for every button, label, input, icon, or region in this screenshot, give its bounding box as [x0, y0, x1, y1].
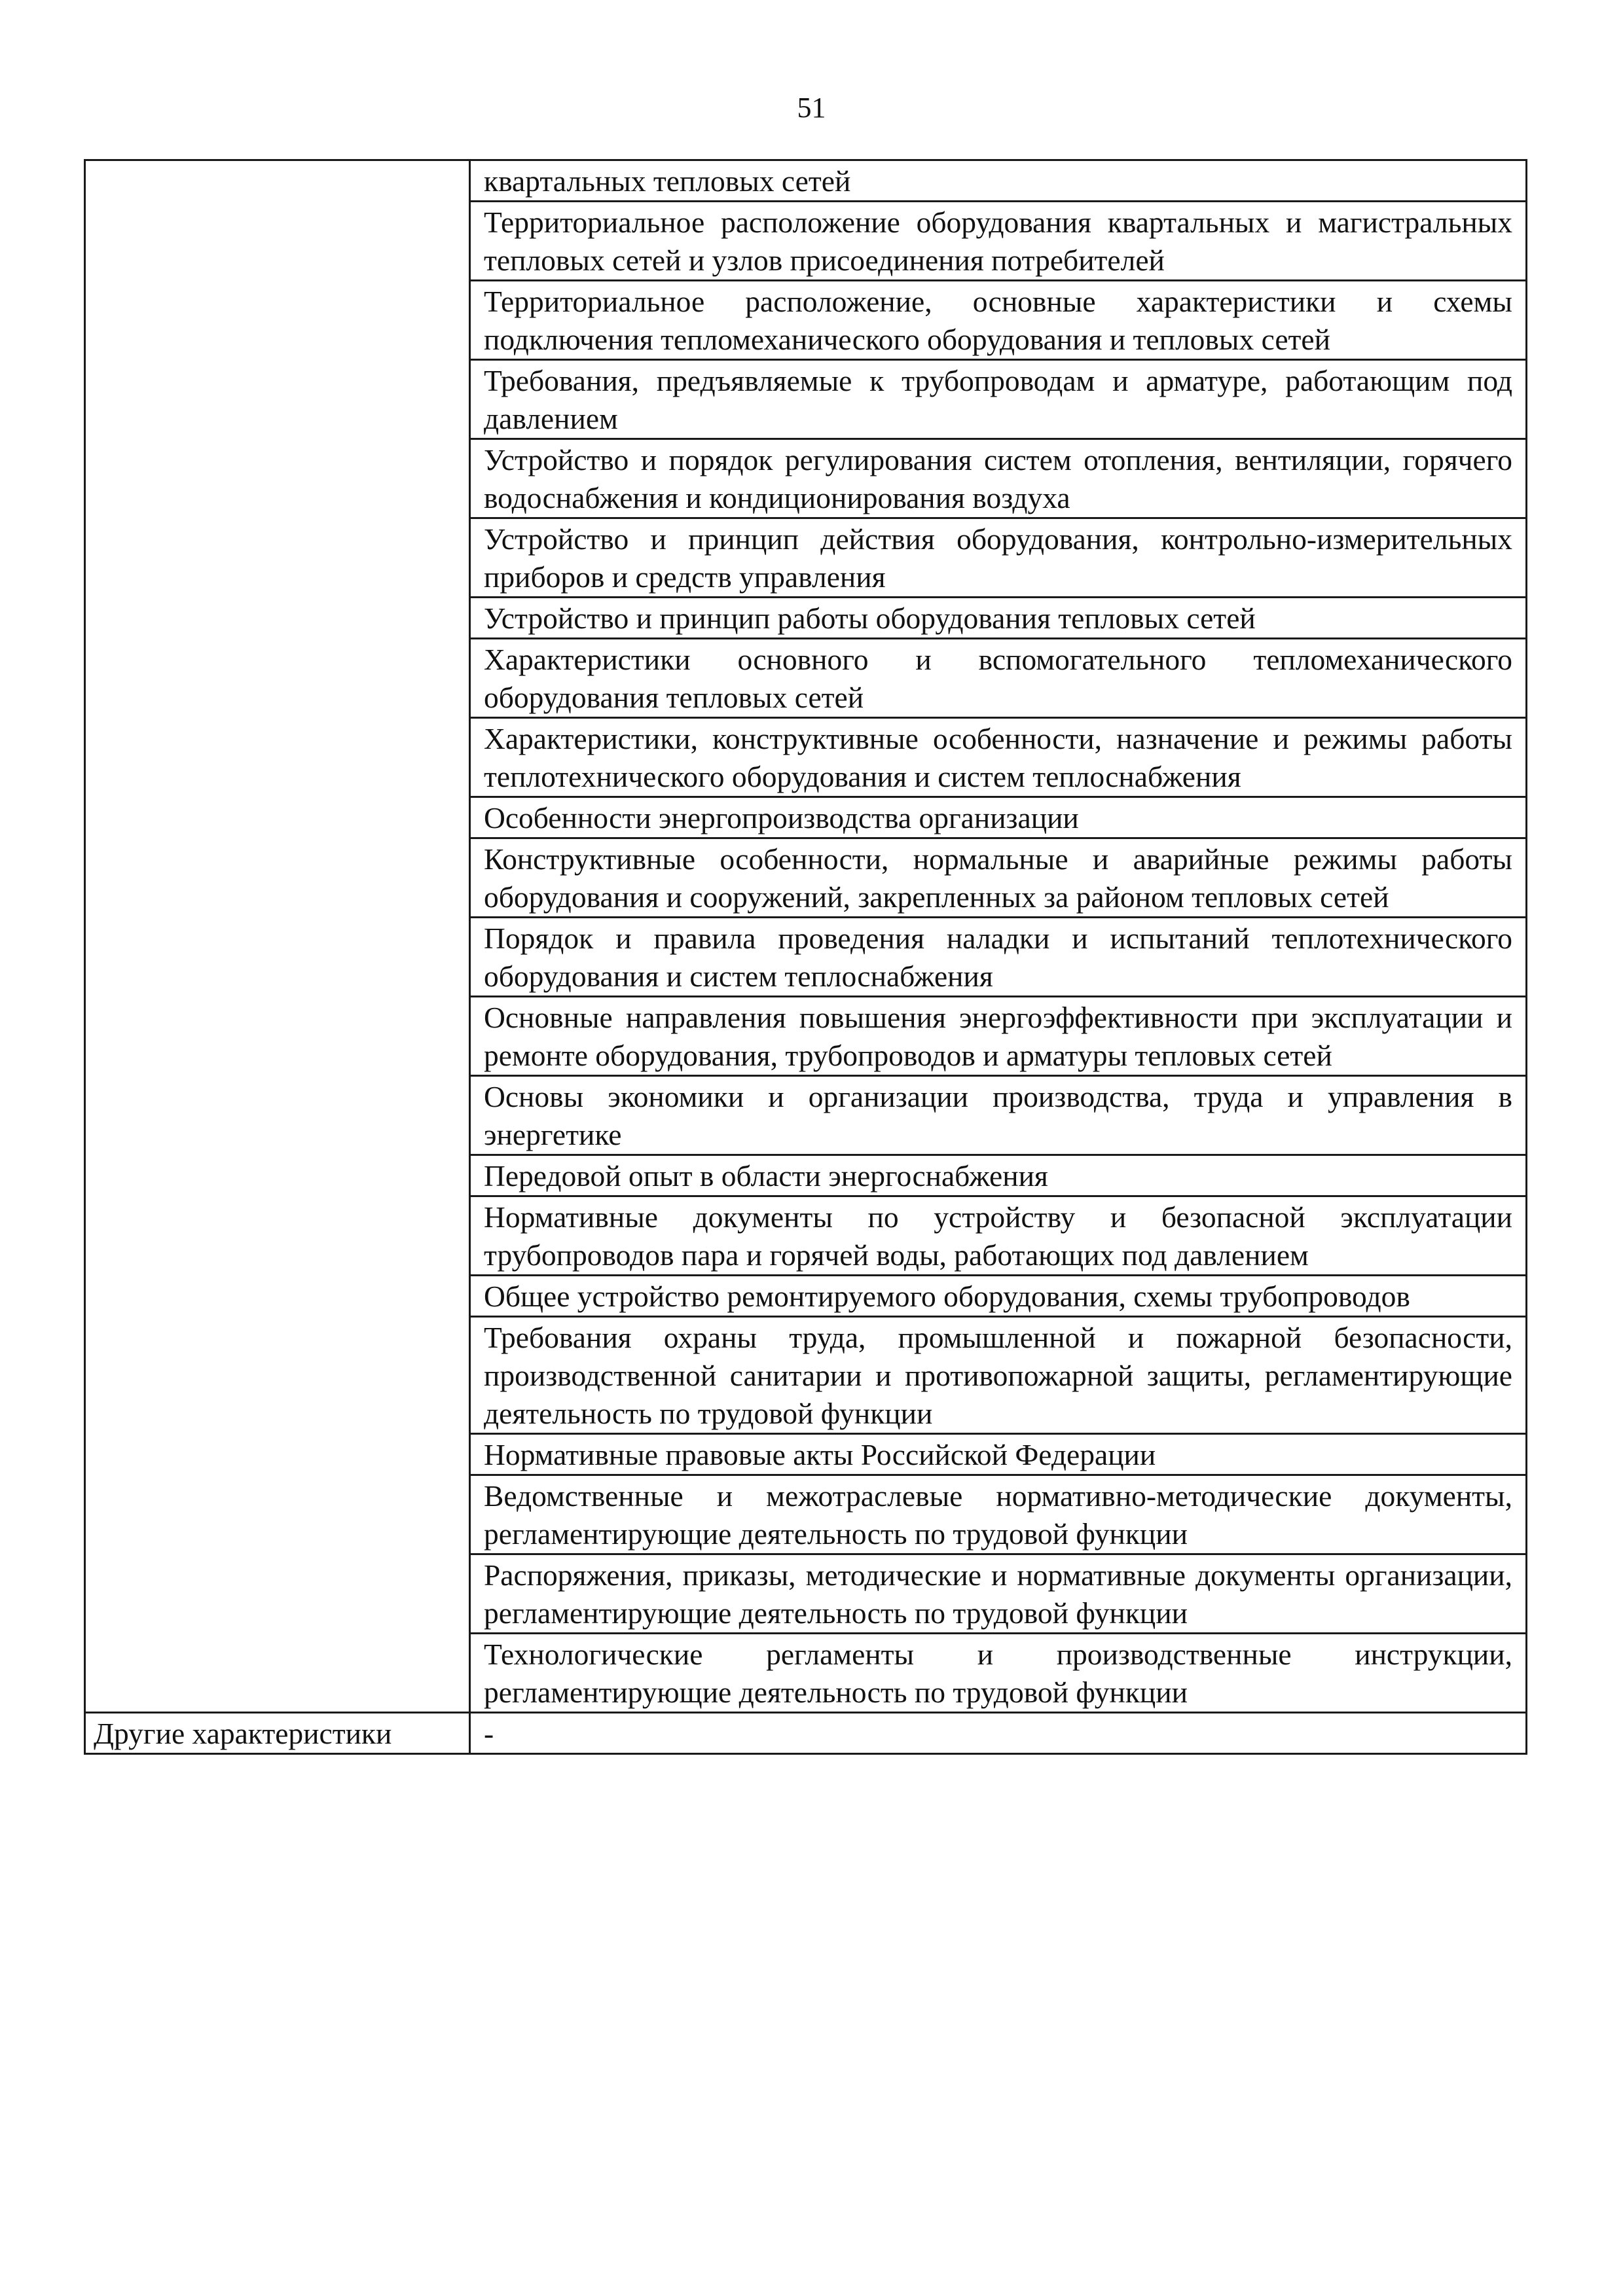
knowledge-item: Территориальное расположение оборудования квартальных и магистральных тепловых сетей и узлов присоединения потребителей: [470, 202, 1527, 281]
knowledge-item: Основы экономики и организации производства, труда и управления в энергетике: [470, 1076, 1527, 1155]
knowledge-item: Устройство и порядок регулирования систем отопления, вентиляции, горячего водоснабжения и кондиционирования воздуха: [470, 439, 1527, 518]
knowledge-item: Ведомственные и межотраслевые нормативно-методические документы, регламентирующие деятельность по трудовой функции: [470, 1475, 1527, 1554]
knowledge-item: Передовой опыт в области энергоснабжения: [470, 1155, 1527, 1196]
knowledge-item: Порядок и правила проведения наладки и испытаний теплотехнического оборудования и систем теплоснабжения: [470, 918, 1527, 997]
knowledge-item: Нормативные правовые акты Российской Федерации: [470, 1434, 1527, 1475]
knowledge-item: Технологические регламенты и производственные инструкции, регламентирующие деятельность по трудовой функции: [470, 1634, 1527, 1713]
left-column-cell: [85, 160, 470, 1713]
knowledge-item: Характеристики основного и вспомогательного тепломеханического оборудования тепловых сетей: [470, 639, 1527, 718]
knowledge-item: Нормативные документы по устройству и безопасной эксплуатации трубопроводов пара и горячей воды, работающих под давлением: [470, 1196, 1527, 1276]
knowledge-item: Распоряжения, приказы, методические и нормативные документы организации, регламентирующие деятельность по трудовой функции: [470, 1554, 1527, 1634]
other-characteristics-row: [85, 1713, 1527, 1754]
page-number: 51: [797, 92, 826, 124]
knowledge-item: Устройство и принцип действия оборудования, контрольно-измерительных приборов и средств управления: [470, 518, 1527, 598]
table-row: [85, 160, 1527, 202]
knowledge-item: Конструктивные особенности, нормальные и аварийные режимы работы оборудования и сооружений, закрепленных за районом тепловых сетей: [470, 838, 1527, 918]
knowledge-item: Устройство и принцип работы оборудования тепловых сетей: [470, 598, 1527, 639]
knowledge-item: Общее устройство ремонтируемого оборудования, схемы трубопроводов: [470, 1276, 1527, 1317]
knowledge-item: квартальных тепловых сетей: [470, 160, 1527, 202]
knowledge-table: [84, 159, 1527, 1755]
knowledge-item: Основные направления повышения энергоэффективности при эксплуатации и ремонте оборудования, трубопроводов и арматуры тепловых сетей: [470, 997, 1527, 1076]
knowledge-item: Требования охраны труда, промышленной и пожарной безопасности, производственной санитарии и противопожарной защиты, регламентирующие деятельность по трудовой функции: [470, 1317, 1527, 1434]
knowledge-item: Особенности энергопроизводства организации: [470, 797, 1527, 838]
knowledge-item: Характеристики, конструктивные особенности, назначение и режимы работы теплотехнического оборудования и систем теплоснабжения: [470, 718, 1527, 797]
knowledge-item: Требования, предъявляемые к трубопроводам и арматуре, работающим под давлением: [470, 360, 1527, 439]
other-characteristics-value: -: [470, 1713, 1527, 1754]
knowledge-item: Территориальное расположение, основные характеристики и схемы подключения тепломеханического оборудования и тепловых сетей: [470, 281, 1527, 360]
knowledge-table-body: [85, 160, 1527, 1713]
other-characteristics-label: Другие характеристики: [85, 1713, 470, 1754]
